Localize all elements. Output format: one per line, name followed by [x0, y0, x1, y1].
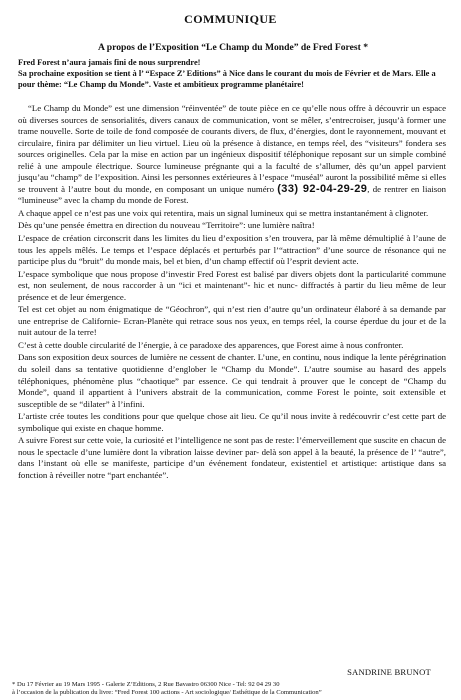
- author-signature: SANDRINE BRUNOT: [347, 667, 431, 677]
- announcement-line-2: Sa prochaine exposition se tient à l’ “Espace Z’ Editions” à Nice dans le courant du mois de Février et de Mars. Elle a pour thème: “Le Champ du Monde”. Vaste et ambitieux programme planétaire!: [18, 69, 436, 90]
- announcement-block: [18, 57, 448, 91]
- paragraph-3: Dès qu’une pensée émettra en direction du nouveau “Territoire”: une lumière naîtra!: [18, 220, 315, 231]
- phone-number: (33) 92-04-29-29: [277, 182, 368, 195]
- paragraph-8: Dans son exposition deux sources de lumière ne cessent de chanter. L’une, en continu, nous indique la lente pérégrination du soleil dans sa tentative quotidienne d’englober le “Champ du Monde”. L’autre soumise au hasard des appels téléphoniques, phénomène plus “chaotique” par essence. Ce qui tendrait à prouver que le concept de “Champ du Monde”, quand il appartient à l’univers abstrait de la communication, comme Forest le pointe, soit extensible et susceptible de se “dilater” à l’infini.: [18, 352, 446, 409]
- announcement-line-1: Fred Forest n’aura jamais fini de nous surprendre!: [18, 58, 201, 67]
- paragraph-6: Tel est cet objet au nom énigmatique de “Géochron”, qui n’est rien d’autre qu’un ordinateur élaboré à sa demande par une entreprise de Californie- Ecran-Planète qui retrace sous nos yeux, en temps réel, la course éperdue du jour et de la nuit autour de la terre!: [18, 304, 446, 338]
- paragraph-10: A suivre Forest sur cette voie, la curiosité et l’intelligence ne sont pas de reste: l’émerveillement que suscite en chacun de nous le spectacle d’une lumière dont la vibration laisse deviner par- delà son appel à la beauté, la présence de l’ “autre”, dans l’instant où elle se manifeste, participe d’un événement fondateur, existentiel et artistique: artistique dans sa fonction à réveiller notre “part enchantée”.: [18, 435, 446, 480]
- article-body: [18, 103, 446, 483]
- paragraph-1-text: “Le Champ du Monde” est une dimension “réinventée” de toute pièce en ce qu’elle nous offre à découvrir un espace où diverses sources de sensorialités, divers canaux de communication, vont se mêler, s’entrecroiser, jusqu’à former une trame nouvelle. Sorte de toile de fond composée de courants divers, de flux, d’énergies, dont le rayonnement, mouvant et circulaire, finira par délimiter un lieu virtuel. Lieu où la présence à distance, en temps réel, des “visiteurs” fondera ses sources originelles. Cela par la mise en action par un ingénieux dispositif téléphonique reposant sur un simple combiné relié à une ampoule électrique. Source lumineuse prégnante qui a la faculté de s’allumer, dès qu’un appel parvient jusqu’au “champ” de l’exposition. Ainsi les personnes extérieures à l’espace “muséal” auront la possibilité même si elles se trouvent à l’autre bout du monde, en composant un unique numéro: [18, 103, 446, 194]
- footnote: [12, 681, 452, 697]
- paragraph-9: L’artiste crée toutes les conditions pour que quelque chose ait lieu. Ce qu’il nous invite à redécouvrir c’est cette part de symbolique qui existe en chaque homme.: [18, 411, 446, 433]
- footnote-line-2: à l’occasion de la publication du livre: “Fred Forest 100 actions - Art sociologique/ Esthétique de la Communication”: [12, 689, 322, 697]
- page-subtitle: A propos de l’Exposition “Le Champ du Monde” de Fred Forest *: [98, 42, 368, 53]
- footnote-line-1: * Du 17 Février au 19 Mars 1995 - Galerie Z’Editions, 2 Rue Bavastro 06300 Nice - Tel: 92 04 29 30: [12, 681, 280, 688]
- paragraph-1-end: , de rentrer en liaison “lumineuse” avec la champ du monde de Forest.: [18, 183, 446, 206]
- paragraph-4: L’espace de création circonscrit dans les limites du lieu d’exposition s’en trouvera, par là même démultiplié à l’aune de tous les appels mêlés. Le temps et l’espace déplacés et perturbés par l’“attraction” d’une source de résonance qui ne participe plus du “bruit” du monde mais, bel et bien, d’un champ effectif où l’esprit devient acte.: [18, 233, 446, 267]
- paragraph-5: L’espace symbolique que nous propose d’investir Fred Forest est balisé par divers objets dont la particularité commune est, non seulement, de nous raccorder à un “ici et maintenant”- hic et nunc- diffractés à partir du lieu même de leur présence et de leur émergence.: [18, 268, 446, 302]
- paragraph-7: C’est à cette double circularité de l’énergie, à ce paradoxe des apparences, que Forest aime à nous confronter.: [18, 339, 404, 350]
- paragraph-2: A chaque appel ce n’est pas une voix qui retentira, mais un signal lumineux qui se mettra instantanément à clignoter.: [18, 207, 429, 218]
- page-title: COMMUNIQUE: [184, 12, 277, 26]
- paragraph-1: [18, 103, 446, 207]
